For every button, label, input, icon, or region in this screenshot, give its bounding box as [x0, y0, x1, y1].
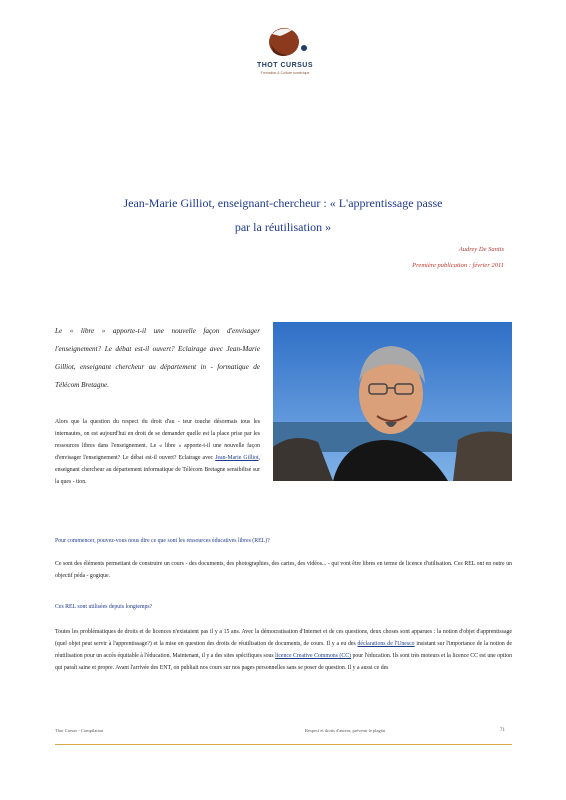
- intro-text: Alors que la question du respect du droit d'au - teur touche désormais tous les internautes, on est aujourd'hui en droit de se demander quelle est la place prise par les ressources libres dans l'enseignement. Le « libre » apporte-t-il une nouvelle façon d'envisager l'enseignement? Le débat est-il ouvert? Eclairage avec: [55, 419, 260, 461]
- question-1: Pour commencer, pouvez-vous nous dire ce que sont les ressources éducatives libres (REL)?: [55, 538, 270, 544]
- intro-paragraph: [55, 416, 260, 488]
- answer-2-text-2: insistant sur l'importance de la notion de réutilisation pour un accès équitable à l'éducation. Maintenant, il y a des sites spécifiques sous: [55, 641, 512, 659]
- answer-2: [55, 626, 512, 674]
- page-number: 71: [500, 728, 505, 733]
- article-title-line-2: par la réutilisation »: [234, 220, 332, 234]
- author-profile-link[interactable]: Jean-Marie Gilliot: [215, 455, 259, 461]
- article-title-line-1: Jean-Marie Gilliot, enseignant-chercheur : « L'apprentissage passe: [123, 196, 443, 210]
- article-author: Audrey De Santis: [458, 246, 504, 253]
- footer-left: Thot Cursus - Compilation: [55, 728, 104, 733]
- footer-rule: [55, 744, 512, 745]
- unesco-declarations-link[interactable]: déclarations de l'Unesco: [357, 641, 415, 647]
- answer-2-text-3: pour l'éducation. Ils sont très moteurs et la licence CC est une option qui paraît saine et propre. Avant l'arrivée des ENT, on publiait nos cours sur nos pages personnelles sans se poser de question. Il y a aussi ce des: [55, 653, 512, 671]
- question-2: Ces REL sont utilisées depuis longtemps?: [55, 604, 153, 610]
- logo-name: THOT CURSUS: [256, 62, 314, 69]
- creative-commons-link[interactable]: licence Creative Commons (CC): [275, 653, 351, 659]
- answer-2-text: Toutes les problématiques de droits et de licences n'existaient pas il y a 15 ans. Avec la démocratisation d'Internet et de ces questions, deux choses sont apparues : la notion d'objet d'apprentissage (quel objet peut servir à l'apprentissage?) et la mise en question des droits de réutilisation de documents, de cours. Il y a eu des: [55, 629, 512, 647]
- logo-tagline: Formation & Culture numérique: [260, 71, 310, 75]
- portrait-photo-image: [273, 322, 512, 481]
- article-lead: Le « libre » apporte-t-il une nouvelle façon d'envisager l'enseignement? Le débat est-il ouvert? Eclairage avec Jean-Marie Gilliot, enseignant chercheur au département in - formatique de Télécom Bretagne.: [55, 327, 260, 389]
- portrait-photo: [273, 322, 512, 481]
- answer-1: Ce sont des éléments permettant de construire un cours - des documents, des photographies, des cartes, des vidéos... - qui vont être libres en terme de licence d'utilisation. Ces REL ont en outre un objectif péda - gogique.: [55, 561, 512, 579]
- publication-date: Première publication : février 2011: [412, 262, 504, 269]
- footer-middle: Respect et droits d'auteur, prévenir le plagiat: [305, 728, 386, 733]
- intro-text-end: , enseignant chercheur au département informatique de Télécom Bretagne sensibilisé sur la ques - tion.: [55, 455, 260, 485]
